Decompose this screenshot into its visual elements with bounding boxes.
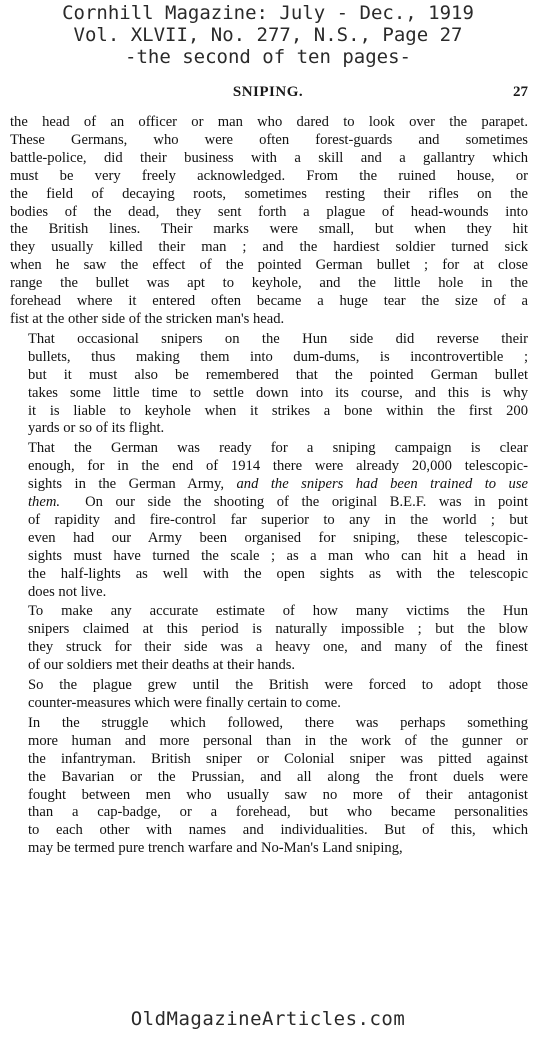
paragraph (10, 677, 528, 713)
paragraph (10, 331, 528, 438)
paragraph (10, 440, 528, 601)
citation-line-3: -the second of ten pages- (125, 46, 411, 68)
article-body (10, 114, 528, 858)
site-watermark: OldMagazineArticles.com (130, 1008, 406, 1030)
italic-emphasis: them. (28, 494, 61, 511)
text-line: range the bullet was apt to keyhole, and the little hole in the (10, 275, 528, 292)
citation-line-1: Cornhill Magazine: July - Dec., 1919 (62, 2, 474, 24)
text-line: they usually killed their man ; and the hardiest soldier turned sick (10, 239, 528, 256)
text-line: may be termed pure trench warfare and No-Man's Land sniping, (28, 840, 403, 857)
text-line: bodies of the dead, they sent forth a plague of head-wounds into (10, 203, 528, 220)
text-line: they struck for their side was a heavy one, and many of the finest (28, 639, 528, 656)
text-line: battle-police, did their business with a skill and a gallantry which (10, 149, 528, 166)
text-line: forehead where it entered often became a huge tear the size of a (10, 293, 528, 310)
text-line: the Bavarian or the Prussian, and all along the front duels were (28, 768, 528, 785)
text-line (10, 494, 528, 512)
paragraph (10, 603, 528, 675)
text-line: the British lines. Their marks were small, but when they hit (10, 221, 528, 238)
text-segment: On our side the shooting of the original B.E.F. was in point (85, 494, 528, 511)
text-line: So the plague grew until the British were forced to adopt those (28, 677, 528, 694)
text-line: sights must have turned the scale ; as a man who can hit a head in (28, 547, 528, 564)
text-line: snipers claimed at this period is naturally impossible ; but the blow (28, 621, 528, 638)
article-title: SNIPING. (232, 84, 304, 100)
text-line: fist at the other side of the stricken man's head. (10, 310, 285, 327)
citation-line-2: Vol. XLVII, No. 277, N.S., Page 27 (73, 24, 463, 46)
text-line: when he saw the effect of the pointed German bullet ; for at close (10, 257, 528, 274)
text-line: to each other with names and individualities. But of this, which (28, 822, 528, 839)
running-head (0, 84, 536, 106)
text-line: it is liable to keyhole when it strikes a bone within the first 200 (28, 402, 528, 419)
page-number: 27 (513, 84, 528, 100)
text-segment: sights in the German Army, (28, 476, 225, 493)
paragraph (10, 715, 528, 858)
citation-header (0, 2, 536, 68)
text-line: bullets, thus making them into dum-dums, is incontrovertible ; (28, 348, 528, 365)
text-line: That occasional snipers on the Hun side did reverse their (28, 330, 528, 347)
text-line: than a cap-badge, or a forehead, but who became personalities (28, 804, 528, 821)
paragraph (10, 114, 528, 329)
text-line: more human and more personal than in the work of the gunner or (28, 732, 528, 749)
text-line: enough, for in the end of 1914 there were already 20,000 telescopic- (28, 458, 528, 475)
text-line: takes some little time to settle down into its course, and this is why (28, 384, 528, 401)
text-line: fought between men who usually saw no more of their antagonist (28, 786, 528, 803)
text-line (10, 476, 528, 494)
text-line: does not live. (28, 583, 107, 600)
text-line: the field of decaying roots, sometimes resting their rifles on the (10, 185, 528, 202)
text-line: must be very freely acknowledged. From the ruined house, or (10, 167, 528, 184)
text-line: In the struggle which followed, there was perhaps something (28, 714, 528, 731)
text-line: the head of an officer or man who dared to look over the parapet. (10, 114, 528, 130)
italic-emphasis: and the snipers had been trained to use (236, 476, 529, 493)
text-line: the infantryman. British sniper or Colonial sniper was pitted against (28, 750, 528, 767)
text-line: of rapidity and fire-control far superior to any in the world ; but (28, 511, 528, 528)
text-line: These Germans, who were often forest-guards and sometimes (10, 131, 528, 148)
text-line: the half-lights as well with the open sights as with the telescopic (28, 565, 528, 582)
text-line: counter-measures which were finally certain to come. (28, 695, 341, 711)
text-line: That the German was ready for a sniping campaign is clear (28, 440, 528, 457)
text-line: yards or so of its flight. (28, 420, 165, 437)
text-line: but it must also be remembered that the pointed German bullet (28, 366, 528, 383)
text-line: even had our Army been organised for sniping, these telescopic- (28, 529, 528, 546)
text-line: of our soldiers met their deaths at their hands. (28, 657, 296, 674)
text-line: To make any accurate estimate of how many victims the Hun (28, 603, 528, 620)
